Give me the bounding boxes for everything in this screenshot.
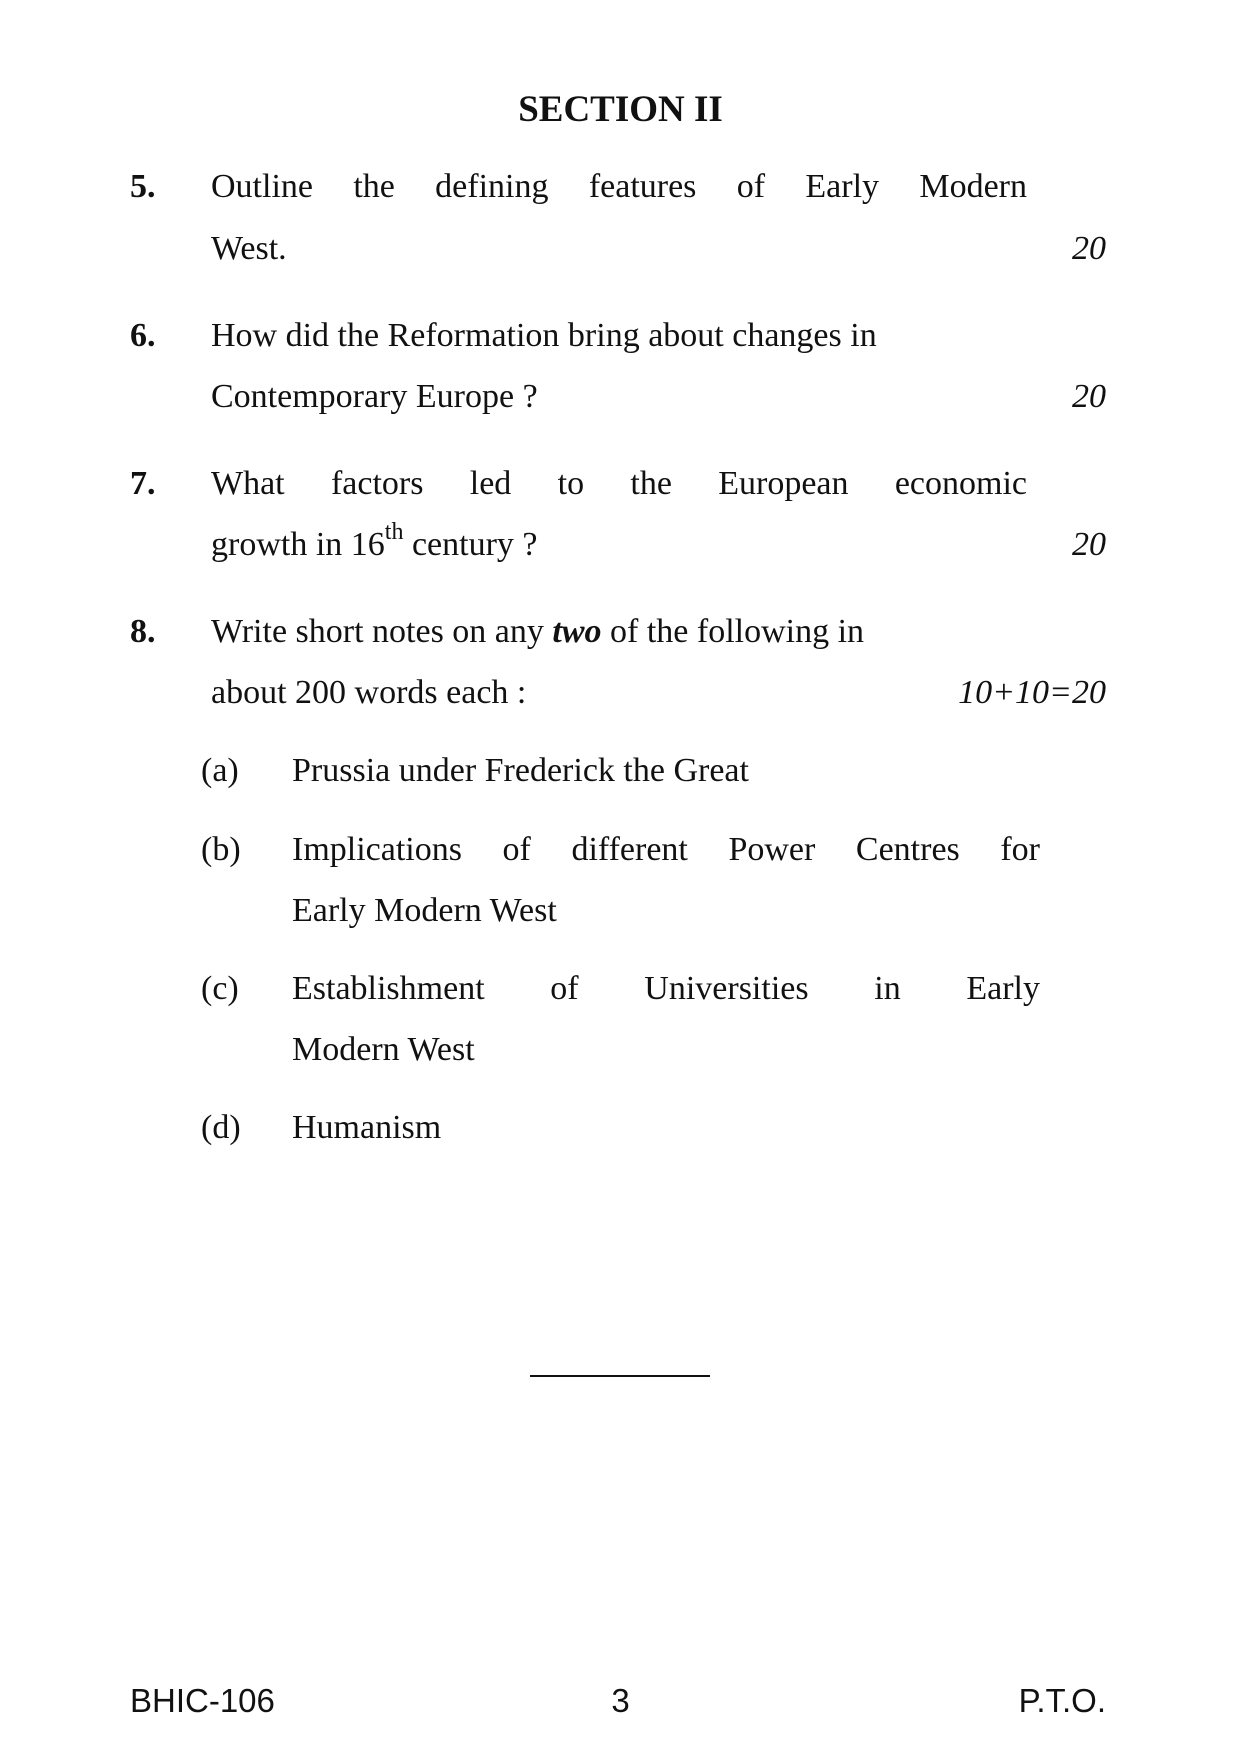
sub-item-text-line2: Early Modern West — [292, 892, 557, 929]
section-title: SECTION II — [518, 89, 723, 130]
sub-item-text: Prussia under Frederick the Great — [292, 752, 749, 789]
text-fragment: Write short notes on any — [211, 613, 553, 650]
sub-item-label: (d) — [201, 1109, 241, 1146]
question-text-line2: Contemporary Europe ? — [211, 378, 538, 415]
question-text-line1: What factors led to the European economic — [211, 465, 1027, 502]
question-text-line2: about 200 words each : — [211, 674, 527, 711]
question-number: 6. — [130, 317, 156, 354]
superscript: th — [384, 518, 404, 545]
question-marks: 20 — [1072, 230, 1106, 267]
question-text-line1: Outline the defining features of Early Modern — [211, 168, 1027, 205]
emphasis: two — [552, 613, 602, 650]
footer-page-number: 3 — [611, 1682, 630, 1719]
text-fragment: growth in 16 — [211, 526, 385, 563]
question-number: 7. — [130, 465, 156, 502]
footer-pto: P.T.O. — [1018, 1682, 1106, 1719]
question-text-line1: How did the Reformation bring about changes in — [211, 317, 877, 354]
text-fragment: of the following in — [601, 613, 865, 650]
question-text-line1 — [211, 613, 1027, 651]
sub-item-label: (c) — [201, 970, 239, 1007]
question-marks: 10+10=20 — [958, 674, 1106, 711]
sub-item-text-line2: Modern West — [292, 1031, 475, 1068]
text-fragment: century ? — [403, 526, 538, 563]
sub-item-text: Establishment of Universities in Early — [292, 970, 1040, 1007]
footer-course-code: BHIC-106 — [130, 1682, 275, 1719]
question-marks: 20 — [1072, 378, 1106, 415]
question-number: 5. — [130, 168, 156, 205]
sub-item-text: Humanism — [292, 1109, 442, 1146]
question-text-line2 — [211, 518, 1027, 564]
question-marks: 20 — [1072, 526, 1106, 563]
question-number: 8. — [130, 613, 156, 650]
end-rule — [530, 1375, 710, 1377]
sub-item-label: (a) — [201, 752, 239, 789]
question-text-line2: West. — [211, 230, 287, 267]
sub-item-label: (b) — [201, 831, 241, 868]
sub-item-text: Implications of different Power Centres for — [292, 831, 1040, 868]
